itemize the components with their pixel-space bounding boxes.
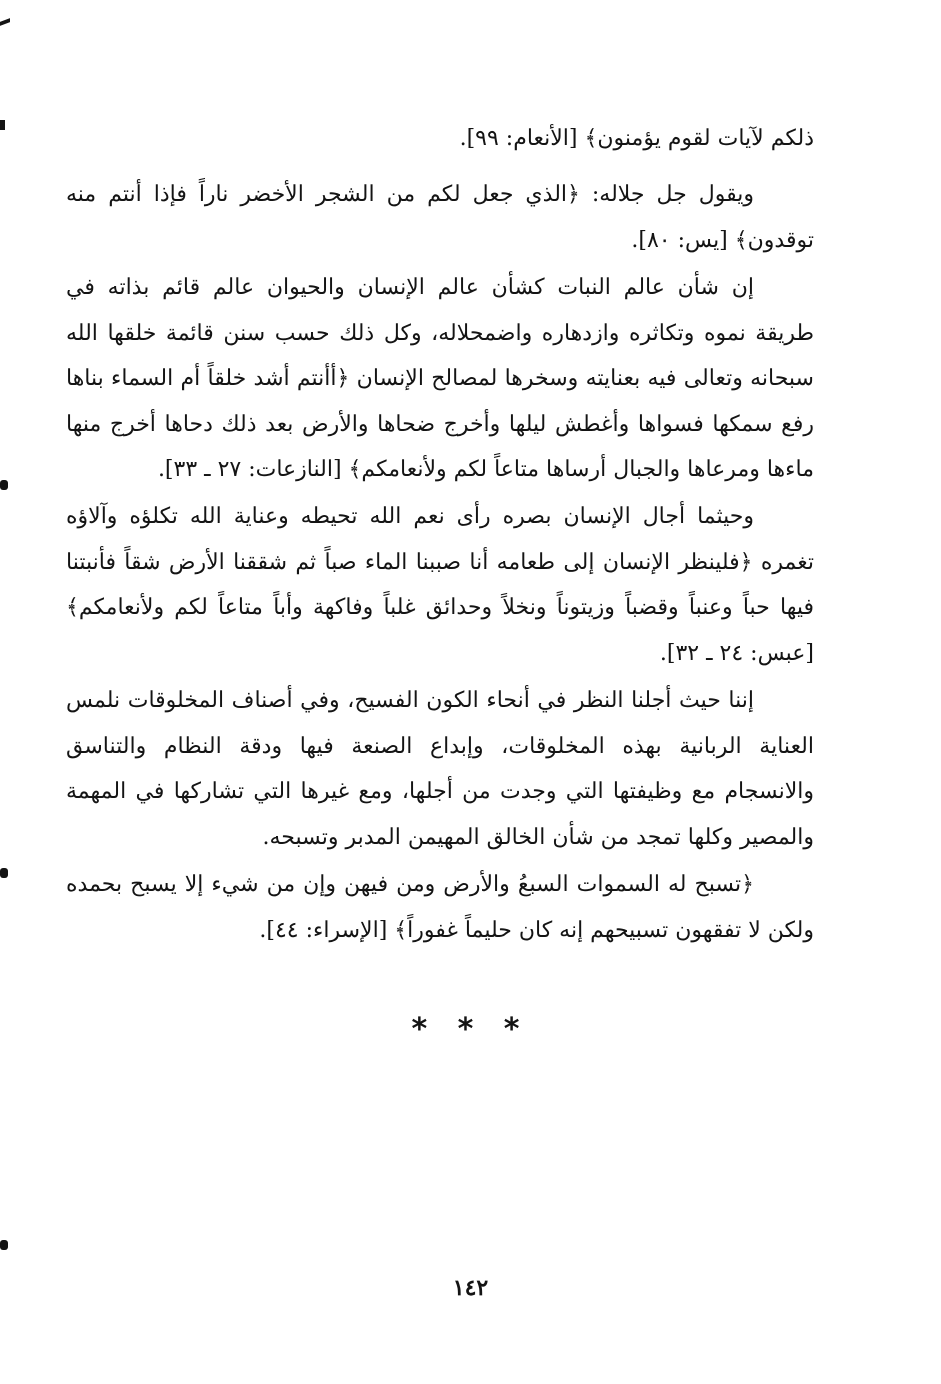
paragraph-6	[66, 862, 814, 953]
paragraph-2-text: ويقول جل جلاله: ﴿الذي جعل لكم من الشجر الأخضر ناراً فإذا أنتم منه توقدون﴾ [يس: ٨٠].	[66, 182, 814, 253]
paragraph-5	[66, 678, 814, 860]
paragraph-1	[66, 116, 814, 162]
scan-edge-mark	[0, 1240, 8, 1250]
scan-edge-mark	[0, 868, 8, 878]
paragraph-5-text: إننا حيث أجلنا النظر في أنحاء الكون الفسيح، وفي أصناف المخلوقات نلمس العناية الربانية بهذه المخلوقات، وإبداع الصنعة فيها ودقة النظام والتناسق والانسجام مع وظيفتها التي وجدت من أجلها، ومع غيرها التي تشاركها في المهمة والمصير وكلها تمجد من شأن الخالق المهيمن المدبر وتسبحه.	[66, 688, 814, 850]
paragraph-3	[66, 265, 814, 493]
scan-edge-mark	[0, 480, 8, 490]
paragraph-1-text: ذلكم لآيات لقوم يؤمنون﴾ [الأنعام: ٩٩].	[459, 126, 814, 151]
page-number: ١٤٢	[452, 1275, 489, 1301]
paragraph-3-text: إن شأن عالم النبات كشأن عالم الإنسان والحيوان عالم قائم بذاته في طريقة نموه وتكاثره وازدهاره واضمحلاله، وكل ذلك حسب سنن قائمة خلقها الله سبحانه وتعالى فيه بعنايته وسخرها لمصالح الإنسان ﴿أأنتم أشد خلقاً أم السماء بناها رفع سمكها فسواها وأغطش ليلها وأخرج ضحاها والأرض بعد ذلك دحاها أخرج منها ماءها ومرعاها والجبال أرساها متاعاً لكم ولأنعامكم﴾ [النازعات: ٢٧ ـ ٣٣].	[66, 275, 814, 482]
paragraph-2	[66, 172, 814, 263]
paragraph-4-text: وحيثما أجال الإنسان بصره رأى نعم الله تحيطه وعناية الله تكلؤه وآلاؤه تغمره ﴿فلينظر الإنسان إلى طعامه أنا صببنا الماء صباً ثم شققنا الأرض شقاً فأنبتنا فيها حباً وعنباً وقضباً وزيتوناً ونخلاً وحدائق غلباً وفاكهة وأباً متاعاً لكم ولأنعامكم﴾ [عبس: ٢٤ ـ ٣٢].	[66, 504, 814, 666]
scan-edge-mark	[0, 18, 10, 26]
paragraph-4	[66, 494, 814, 676]
paragraph-6-text: ﴿تسبح له السموات السبعُ والأرض ومن فيهن وإن من شيء إلا يسبح بحمده ولكن لا تفقهون تسبيحهم إنه كان حليماً غفوراً﴾ [الإسراء: ٤٤].	[66, 872, 814, 943]
section-separator: * * *	[411, 1012, 530, 1047]
scan-edge-mark	[0, 120, 5, 130]
